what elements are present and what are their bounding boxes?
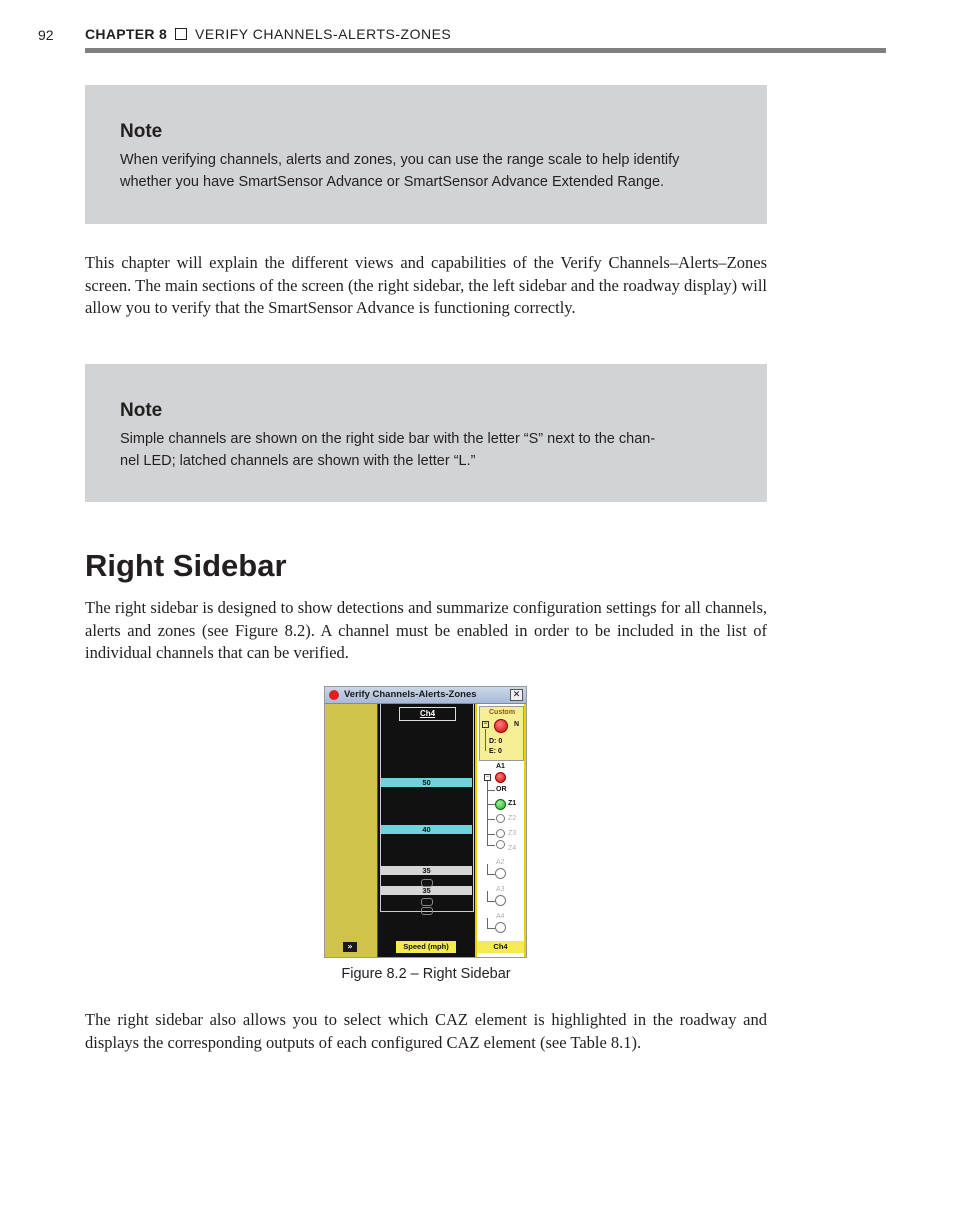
- intro-paragraph: This chapter will explain the different views and capabilities of the Verify Channels–Alerts–Zones screen. The main sections of the screen (the right sidebar, the left sidebar and the roadway display) will allow you to verify that the SmartSensor Advance is functioning correctly.: [85, 253, 767, 317]
- alert-led-icon[interactable]: [495, 922, 506, 933]
- zone-label: Z4: [508, 845, 517, 852]
- tree-line: [487, 819, 495, 820]
- tree-line: [487, 891, 488, 901]
- page-number: 92: [38, 27, 54, 43]
- channel-footer: Ch4: [477, 941, 524, 953]
- detection-count: D: 0: [489, 738, 503, 745]
- section-heading: Right Sidebar: [85, 548, 287, 583]
- window-titlebar: [325, 687, 526, 704]
- channel-led-icon: [494, 719, 508, 733]
- alert-label: A2: [496, 859, 505, 866]
- tree-line: [487, 790, 495, 791]
- zone-label: Z2: [508, 815, 517, 822]
- chapter-title: VERIFY CHANNELS-ALERTS-ZONES: [195, 26, 452, 42]
- right-sidebar: [475, 704, 526, 957]
- collapse-icon[interactable]: −: [485, 774, 490, 780]
- zone-label: Z3: [508, 830, 517, 837]
- running-header: [85, 26, 451, 42]
- separator-box-icon: [175, 28, 187, 40]
- zone-led-icon[interactable]: [496, 814, 505, 823]
- alert-led-icon[interactable]: [495, 868, 506, 879]
- zone-label: Z1: [508, 800, 517, 807]
- chapter-label: CHAPTER 8: [85, 26, 168, 42]
- error-count: E: 0: [489, 748, 502, 755]
- or-label: OR: [496, 786, 507, 793]
- alert-label: A3: [496, 886, 505, 893]
- custom-channel-panel[interactable]: [479, 706, 524, 761]
- zone-led-icon[interactable]: [495, 799, 506, 810]
- roadway-display: [377, 704, 475, 957]
- vehicle-icon: [421, 898, 433, 906]
- speed-bar: 35: [381, 886, 472, 895]
- figure-screenshot: [324, 686, 527, 958]
- expand-icon[interactable]: »: [343, 942, 357, 952]
- window-title: Verify Channels-Alerts-Zones: [344, 689, 477, 700]
- speed-bar: 50: [381, 778, 472, 787]
- vehicle-icon: [421, 907, 433, 915]
- app-icon: [329, 690, 339, 700]
- note-text: Simple channels are shown on the right side bar with the letter “S” next to the chan- nel LED; latched channels are shown with the letter “L.”: [120, 431, 656, 469]
- note-heading: Note: [120, 121, 163, 142]
- close-icon[interactable]: ✕: [510, 689, 523, 701]
- figure-caption: Figure 8.2 – Right Sidebar: [341, 966, 511, 982]
- vehicle-icon: [421, 879, 433, 887]
- header-rule: [85, 48, 886, 53]
- tree-line: [487, 918, 488, 928]
- zone-led-icon[interactable]: [496, 840, 505, 849]
- tree-line: [487, 928, 495, 929]
- zone-led-icon[interactable]: [496, 829, 505, 838]
- left-sidebar: [325, 704, 377, 957]
- n-label: N: [514, 721, 520, 728]
- collapse-icon[interactable]: −: [483, 721, 488, 727]
- tree-line: [485, 729, 486, 751]
- tree-line: [487, 874, 495, 875]
- alert-label: A1: [496, 763, 505, 770]
- speed-bar: 35: [381, 866, 472, 875]
- speed-label: Speed (mph): [396, 941, 456, 953]
- tree-line: [487, 834, 495, 835]
- custom-label: Custom: [489, 709, 516, 716]
- alert-led-icon[interactable]: [495, 772, 506, 783]
- tree-line: [487, 901, 495, 902]
- note-heading: Note: [120, 400, 163, 421]
- alert-label: A4: [496, 913, 505, 920]
- speed-bar: 40: [381, 825, 472, 834]
- note-text: When verifying channels, alerts and zones, you can use the range scale to help identify whether you have SmartSensor Advance or SmartSensor Advance Extended Range.: [120, 152, 680, 190]
- tree-line: [487, 845, 495, 846]
- tree-line: [487, 804, 495, 805]
- closing-paragraph: The right sidebar also allows you to select which CAZ element is highlighted in the roadway and displays the corresponding outputs of each configured CAZ element (see Table 8.1).: [85, 1010, 767, 1052]
- channel-label[interactable]: Ch4: [399, 707, 456, 721]
- tree-line: [487, 864, 488, 874]
- alert-led-icon[interactable]: [495, 895, 506, 906]
- note-box-1: [85, 85, 767, 224]
- note-box-2: [85, 364, 767, 502]
- section-paragraph: The right sidebar is designed to show detections and summarize configuration settings for all channels, alerts and zones (see Figure 8.2). A channel must be enabled in order to be included in the list of individual channels that can be verified.: [85, 598, 767, 662]
